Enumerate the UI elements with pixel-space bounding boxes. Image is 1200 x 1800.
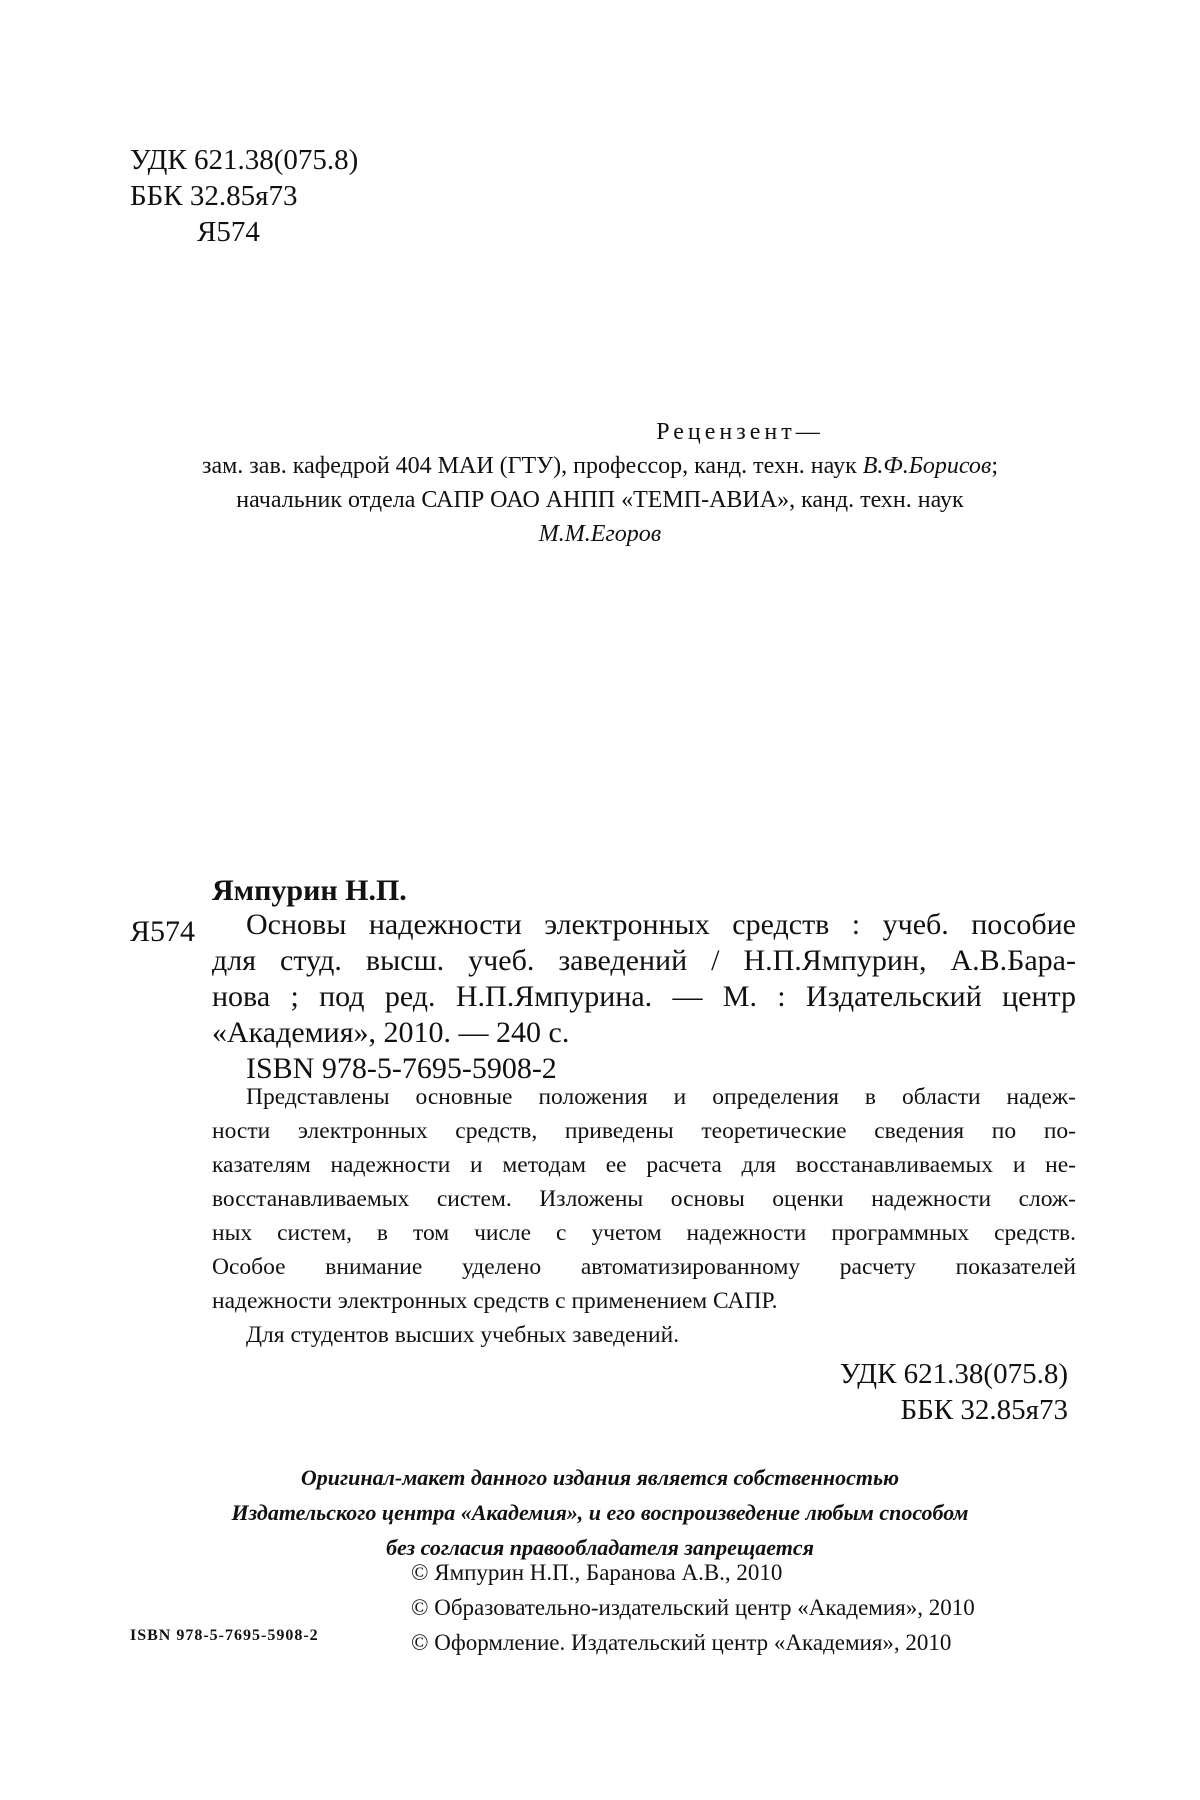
bbk-code: ББК 32.85я73 <box>130 180 298 212</box>
reviewers-heading: Рецензент— <box>656 419 824 445</box>
isbn-footer: ISBN 978-5-7695-5908-2 <box>130 1627 319 1644</box>
reviewer-2-position: начальник отдела САПР ОАО АНПП «ТЕМП-АВИА», канд. техн. наук <box>236 487 964 513</box>
reviewer-2-name-line <box>0 517 1200 551</box>
notice-line-1: Оригинал-макет данного издания является собственностью <box>300 1465 900 1490</box>
udk-code: УДК 621.38(075.8) <box>130 144 359 176</box>
abstract-line-6: Особое внимание уделено автоматизированному расчету показателей <box>212 1254 1076 1280</box>
copyright-authors: © Ямпурин Н.П., Баранова А.В., 2010 <box>411 1560 783 1585</box>
reviewer-1 <box>0 449 1200 483</box>
author-sign: Я574 <box>197 216 260 248</box>
book-author-sign: Я574 <box>130 915 196 948</box>
biblio-line-2: для студ. высш. учеб. заведений / Н.П.Ямпурин, А.В.Бара- <box>212 944 1076 977</box>
reviewer-1-end: ; <box>991 453 998 479</box>
abstract-line-4: восстанавливаемых систем. Изложены основы оценки надежности слож- <box>212 1186 1076 1212</box>
copyright-design: © Оформление. Издательский центр «Академия», 2010 <box>411 1630 952 1655</box>
reviewers-block <box>0 415 1200 551</box>
biblio-line-1: Основы надежности электронных средств : учеб. пособие <box>246 908 1076 941</box>
footer-classification-codes <box>840 1356 1068 1428</box>
biblio-line-4: «Академия», 2010. — 240 с. <box>212 1016 570 1049</box>
author-heading: Ямпурин Н.П. <box>212 874 407 907</box>
copyright-publisher: © Образовательно-издательский центр «Академия», 2010 <box>411 1595 975 1620</box>
classification-codes <box>130 142 358 250</box>
notice-line-2: Издательского центра «Академия», и его воспроизведение любым способом <box>231 1500 969 1525</box>
abstract-line-5: ных систем, в том числе с учетом надежности программных средств. <box>212 1220 1076 1246</box>
reviewer-1-position: зам. зав. кафедрой 404 МАИ (ГТУ), профессор, канд. техн. наук <box>201 453 863 479</box>
abstract-line-1: Представлены основные положения и определения в области надеж- <box>246 1084 1076 1110</box>
abstract <box>212 1080 1076 1352</box>
abstract-line-8: Для студентов высших учебных заведений. <box>246 1322 680 1348</box>
bibliographic-record <box>212 907 1076 1087</box>
reviewer-1-name: В.Ф.Борисов <box>862 453 992 479</box>
copyright-notice <box>0 1460 1200 1565</box>
abstract-line-3: казателям надежности и методам ее расчета для восстанавливаемых и не- <box>212 1152 1076 1178</box>
notice-line-3: без согласия правообладателя запрещается <box>386 1535 814 1560</box>
copyright-lines <box>411 1555 975 1660</box>
abstract-line-7: надежности электронных средств с применением САПР. <box>212 1288 778 1314</box>
footer-udk-code: УДК 621.38(075.8) <box>839 1358 1068 1390</box>
reviewer-2-name: М.М.Егоров <box>538 521 662 547</box>
abstract-line-2: ности электронных средств, приведены теоретические сведения по по- <box>212 1118 1076 1144</box>
biblio-line-3: нова ; под ред. Н.П.Ямпурина. — М. : Издательский центр <box>212 980 1076 1013</box>
biblio-isbn: ISBN 978-5-7695-5908-2 <box>246 1052 557 1085</box>
footer-bbk-code: ББК 32.85я73 <box>900 1394 1068 1426</box>
